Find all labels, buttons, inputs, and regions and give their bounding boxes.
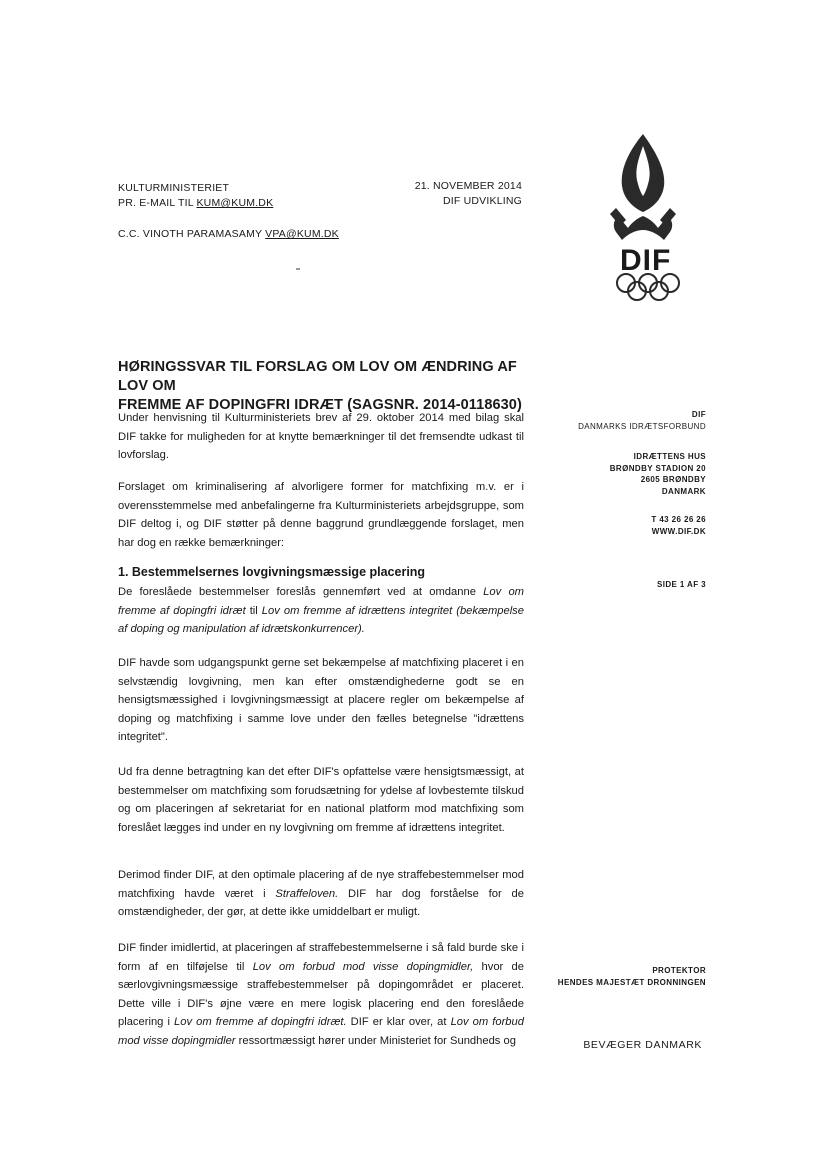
recipient-block xyxy=(118,181,273,211)
sidebar-protector: PROTEKTOR HENDES MAJESTÆT DRONNINGEN xyxy=(557,966,706,987)
paragraph-2: Forslaget om kriminalisering af alvorligere former for matchfixing m.v. er i overensstemmelse med anbefalingerne fra Kulturministeriets arbejdsgruppe, som DIF deltog i, og DIF støtter på denne baggrund grundlæggende forslaget, men har dog en række bemærkninger: xyxy=(118,481,524,549)
letter-date: 21. NOVEMBER 2014 xyxy=(414,180,522,192)
paragraph-7: DIF finder imidlertid, at placeringen af straffebestemmelserne i så fald burde ske i form af en tilføjelse til Lov om forbud mod visse dopingmidler, hvor de særlovgivningsmæssige straffebestemmelser på dopingområdet er placeret. Dette ville i DIF's øjne være en mere logisk placering end den foreslåede placering i Lov om fremme af dopingfri idræt. DIF er klar over, at Lov om forbud mod visse dopingmidler ressortmæssigt hører under Ministeriet for Sundheds og xyxy=(118,942,524,1047)
recipient-email-link[interactable]: KUM@KUM.DK xyxy=(196,197,274,209)
sidebar-contact: T 43 26 26 26 WWW.DIF.DK xyxy=(651,515,706,536)
logo-text: DIF xyxy=(620,244,672,277)
sidebar-org: DIF DANMARKS IDRÆTSFORBUND xyxy=(578,410,706,431)
paragraph-3: De foreslåede bestemmelser foreslås gennemført ved at omdanne Lov om fremme af dopingfri idræt til Lov om fremme af idrættens integritet (bekæmpelse af doping og manipulation af idrætskonkurrencer). xyxy=(118,586,525,636)
recipient-email-line: PR. E-MAIL TIL KUM@KUM.DK xyxy=(118,197,274,209)
scan-mark xyxy=(296,268,300,270)
flame-icon xyxy=(598,130,688,250)
cc-email-link[interactable]: VPA@KUM.DK xyxy=(265,228,339,240)
olympic-rings-icon xyxy=(614,272,684,302)
recipient-name: KULTURMINISTERIET xyxy=(118,182,230,194)
dif-logo xyxy=(598,130,688,305)
paragraph-1: Under henvisning til Kulturministeriets brev af 29. oktober 2014 med bilag skal DIF takke for muligheden for at knytte bemærkninger til det fremsendte udkast til lovforslag. xyxy=(118,412,524,462)
slogan: BEVÆGER DANMARK xyxy=(583,1039,702,1051)
sidebar-address: IDRÆTTENS HUS BRØNDBY STADION 20 2605 BRØNDBY DANMARK xyxy=(609,452,706,496)
paragraph-6: Derimod finder DIF, at den optimale placering af de nye straffebestemmelser mod matchfixing havde været i Straffeloven. DIF har dog forståelse for de omstændigheder, der gør, at dette ikke umiddelbart er muligt. xyxy=(118,869,524,919)
department: DIF UDVIKLING xyxy=(442,195,522,207)
document-title: HØRINGSSVAR TIL FORSLAG OM LOV OM ÆNDRING AF LOV OM FREMME AF DOPINGFRI IDRÆT (SAGSNR. 2014-0118630) xyxy=(118,359,522,413)
paragraph-4: DIF havde som udgangspunkt gerne set bekæmpelse af matchfixing placeret i en selvstændig lovgivning, men kan efter omstændighederne godt se en hensigtsmæssighed i lovgivningsmæssigt at placere regler om bekæmpelse af doping og matchfixing i samme love under den fælles betegnelse "idrættens integritet". xyxy=(118,657,524,744)
date-block xyxy=(380,179,522,209)
page-number: SIDE 1 AF 3 xyxy=(656,580,706,589)
paragraph-5: Ud fra denne betragtning kan det efter DIF's opfattelse være hensigtsmæssigt, at bestemmelser om matchfixing som forudsætning for ydelse af lovbestemte tilskud og om placeringen af sekretariat for en national platform mod matchfixing som foreslået lægges ind under en ny lovgivning om fremme af idrættens integritet. xyxy=(118,766,524,834)
section-heading: 1. Bestemmelsernes lovgivningsmæssige placering xyxy=(118,565,426,579)
cc-line: C.C. VINOTH PARAMASAMY VPA@KUM.DK xyxy=(118,228,339,240)
